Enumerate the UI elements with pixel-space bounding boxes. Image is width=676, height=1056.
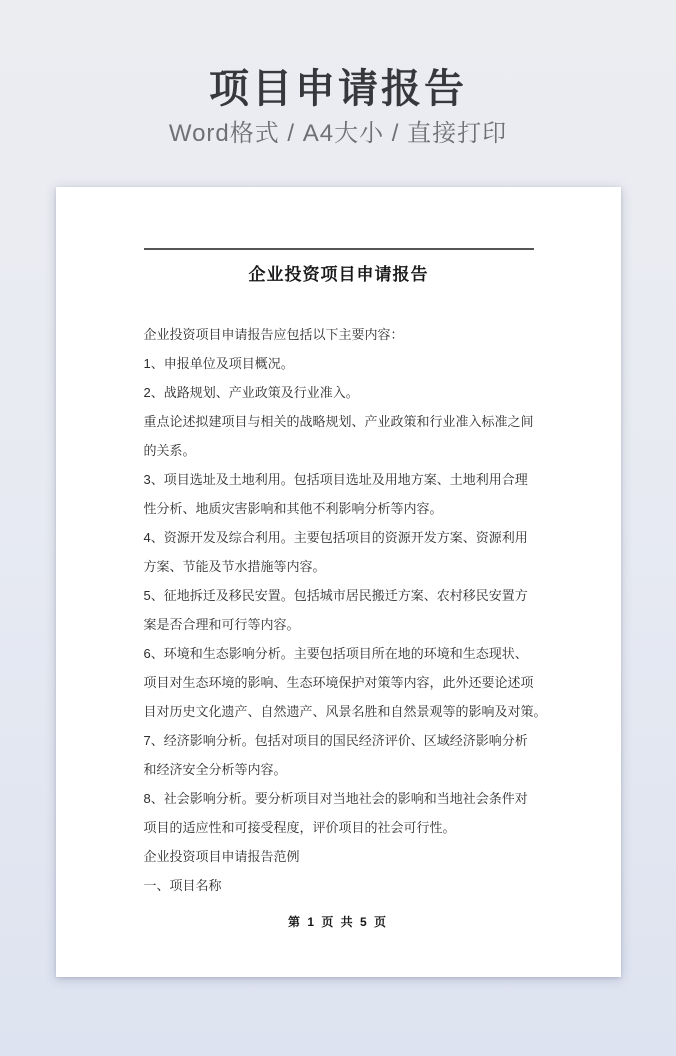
document-line: 项目的适应性和可接受程度，评价项目的社会可行性。	[143, 820, 456, 835]
page-footer: 第 1 页 共 5 页	[287, 915, 389, 929]
document-line: 7、经济影响分析。包括对项目的国民经济评价、区域经济影响分析	[143, 733, 528, 748]
document-line: 项目对生态环境的影响、生态环境保护对策等内容，此外还要论述项	[143, 675, 534, 690]
page-subtitle: Word格式 / A4大小 / 直接打印	[168, 120, 508, 147]
document-line: 的关系。	[143, 443, 196, 458]
document-body	[143, 320, 547, 900]
hero-header	[0, 0, 676, 150]
document-line: 2、战路规划、产业政策及行业准入。	[143, 385, 359, 400]
document-line: 目对历史文化遗产、自然遗产、风景名胜和自然景观等的影响及对策。	[143, 704, 547, 719]
title-rule	[144, 248, 534, 250]
document-line: 1、申报单位及项目概况。	[143, 356, 294, 371]
document-line: 5、征地拆迁及移民安置。包括城市居民搬迁方案、农村移民安置方	[143, 588, 528, 603]
document-line: 一、项目名称	[143, 878, 222, 893]
document-line: 4、资源开发及综合利用。主要包括项目的资源开发方案、资源利用	[143, 530, 528, 545]
document-line: 3、项目选址及土地利用。包括项目选址及用地方案、土地利用合理	[143, 472, 528, 487]
document-line: 和经济安全分析等内容。	[143, 762, 287, 777]
document-line: 案是否合理和可行等内容。	[143, 617, 300, 632]
document-line: 8、社会影响分析。要分析项目对当地社会的影响和当地社会条件对	[143, 791, 528, 806]
document-line: 重点论述拟建项目与相关的战略规划、产业政策和行业准入标准之间	[143, 414, 534, 429]
document-line: 6、环境和生态影响分析。主要包括项目所在地的环境和生态现状、	[143, 646, 528, 661]
document-page	[56, 187, 621, 977]
page-title: 项目申请报告	[209, 67, 467, 111]
document-title: 企业投资项目申请报告	[248, 265, 429, 284]
document-line: 性分析、地质灾害影响和其他不利影响分析等内容。	[143, 501, 443, 516]
document-line: 企业投资项目申请报告范例	[143, 849, 300, 864]
document-line: 企业投资项目申请报告应包括以下主要内容：	[143, 327, 404, 342]
document-line: 方案、节能及节水措施等内容。	[143, 559, 326, 574]
